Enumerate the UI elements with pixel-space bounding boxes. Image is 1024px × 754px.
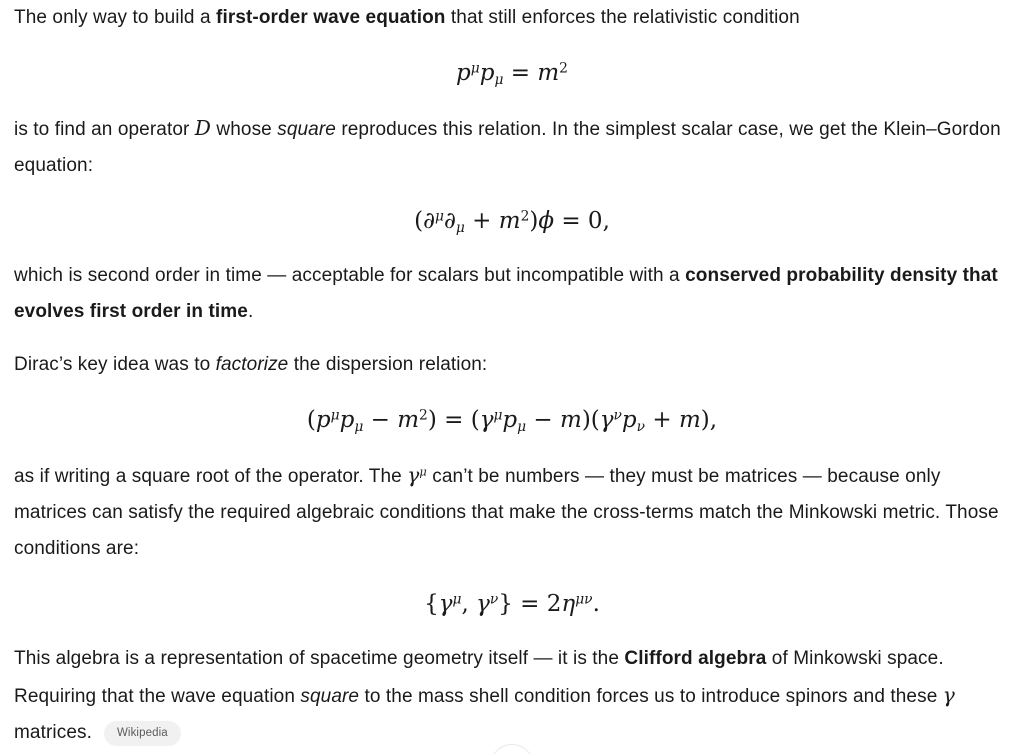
paragraph-clifford-text: This algebra is a representation of spacetime geometry itself — it is the Clifford algebra of Minkowski space. Requiring that the wave equation square to the mass shell condition forces us to introduce spinors and these γ matrices. [14, 648, 955, 743]
paragraph-second-order: which is second order in time — acceptable for scalars but incompatible with a conserved probability density that evolves first order in time. [14, 265, 998, 322]
paragraph-clifford [14, 641, 1010, 751]
paragraph-dirac-key-idea: Dirac’s key idea was to factorize the dispersion relation: [14, 354, 488, 375]
equation-klein-gordon: $(\partial^\mu\partial_\mu + m^2)\phi = 0$, [414, 208, 610, 237]
equation-anticommutator: {$\gamma^\mu$, $\gamma^\nu\} = 2\eta^{\mu\nu}$. [424, 591, 600, 617]
equation-mass-shell: $p^\mu p_\mu = m^2$ [456, 60, 568, 89]
paragraph-operator-square: is to find an operator D whose square reproduces this relation. In the simplest scalar case, we get the Klein–Gordon equation: [14, 116, 1001, 176]
equation-factorization: $(p^\mu p_\mu - m^2) = (\gamma^\mu p_\mu - m)(\gamma^\nu p_\nu + m)$, [306, 407, 718, 436]
paragraph-square-root: as if writing a square root of the operator. The $\gamma^\mu$ can’t be numbers — they must be matrices — because only matrices can satisfy the required algebraic conditions that make the cross-terms match the Minkowski metric. Those conditions are: [14, 463, 999, 559]
wikipedia-source-badge[interactable]: Wikipedia [104, 721, 181, 746]
paragraph-intro: The only way to build a first-order wave equation that still enforces the relativistic condition [14, 7, 800, 28]
